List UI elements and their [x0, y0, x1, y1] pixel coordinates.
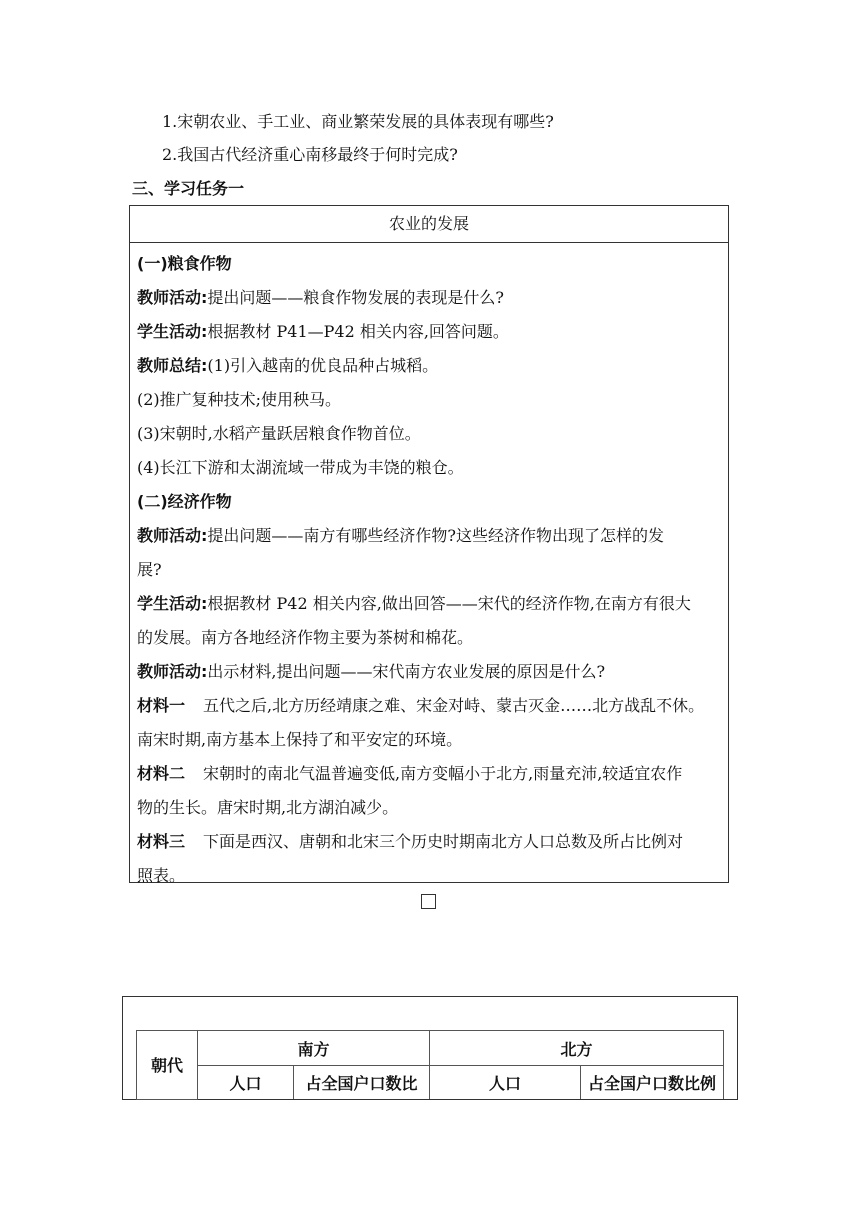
label-student-activity: 学生活动:: [137, 322, 208, 341]
task-table-body: [130, 243, 728, 893]
image-placeholder-box: [421, 894, 436, 909]
label-material-1: 材料一: [137, 696, 186, 715]
teacher-summary: [137, 349, 722, 383]
header-south-ratio: 占全国户口数比: [294, 1066, 430, 1100]
teacher-summary-text: (1)引入越南的优良品种占城稻。: [207, 356, 439, 375]
label-teacher-activity: 教师活动:: [137, 662, 208, 681]
student-activity-1-text: 根据教材 P41—P42 相关内容,回答问题。: [207, 322, 509, 341]
material-1-text: 五代之后,北方历经靖康之难、宋金对峙、蒙古灭金……北方战乱不休。: [203, 696, 705, 715]
summary-point-3: (3)宋朝时,水稻产量跃居粮食作物首位。: [137, 424, 421, 443]
header-south-population: 人口: [198, 1066, 294, 1100]
subheading-grain-crops: (一)粮食作物: [137, 254, 232, 273]
student-activity-2: [137, 587, 722, 621]
summary-point-4: (4)长江下游和太湖流域一带成为丰饶的粮仓。: [137, 458, 464, 477]
material-2-cont: 物的生长。唐宋时期,北方湖泊减少。: [137, 798, 399, 817]
teacher-activity-1-text: 提出问题——粮食作物发展的表现是什么?: [207, 288, 504, 307]
teacher-activity-2-text: 提出问题——南方有哪些经济作物?这些经济作物出现了怎样的发: [207, 526, 664, 545]
student-activity-2-cont: 的发展。南方各地经济作物主要为茶树和棉花。: [137, 628, 474, 647]
teacher-activity-2-cont: 展?: [137, 560, 162, 579]
teacher-activity-1: [137, 281, 722, 315]
teacher-activity-2: [137, 519, 722, 553]
material-1: [137, 689, 722, 723]
population-table: [136, 1030, 724, 1100]
teacher-activity-3-text: 出示材料,提出问题——宋代南方农业发展的原因是什么?: [207, 662, 606, 681]
student-activity-1: [137, 315, 722, 349]
header-north: 北方: [430, 1031, 724, 1066]
summary-point-2: (2)推广复种技术;使用秧马。: [137, 390, 342, 409]
question-2: 2.我国古代经济重心南移最终于何时完成?: [162, 145, 458, 164]
material-2: [137, 757, 722, 791]
label-teacher-activity: 教师活动:: [137, 526, 208, 545]
question-1: 1.宋朝农业、手工业、商业繁荣发展的具体表现有哪些?: [162, 112, 554, 131]
header-south: 南方: [198, 1031, 430, 1066]
learning-task-table: [129, 205, 729, 883]
header-dynasty: 朝代: [137, 1031, 198, 1100]
label-material-3: 材料三: [137, 832, 186, 851]
header-north-population: 人口: [430, 1066, 581, 1100]
label-teacher-summary: 教师总结:: [137, 356, 208, 375]
material-3: [137, 825, 722, 859]
header-north-ratio: 占全国户口数比例: [581, 1066, 724, 1100]
material-3-text: 下面是西汉、唐朝和北宋三个历史时期南北方人口总数及所占比例对: [203, 832, 684, 851]
label-student-activity: 学生活动:: [137, 594, 208, 613]
label-teacher-activity: 教师活动:: [137, 288, 208, 307]
material-3-cont: 照表。: [137, 866, 186, 885]
task-table-header: 农业的发展: [130, 206, 728, 243]
material-2-text: 宋朝时的南北气温普遍变低,南方变幅小于北方,雨量充沛,较适宜农作: [203, 764, 683, 783]
population-table-subheader-row: [137, 1066, 724, 1100]
student-activity-2-text: 根据教材 P42 相关内容,做出回答——宋代的经济作物,在南方有很大: [207, 594, 691, 613]
material-1-cont: 南宋时期,南方基本上保持了和平安定的环境。: [137, 730, 463, 749]
population-table-header-row: [137, 1031, 724, 1066]
teacher-activity-3: [137, 655, 722, 689]
section-heading: 三、学习任务一: [132, 179, 245, 198]
label-material-2: 材料二: [137, 764, 186, 783]
subheading-cash-crops: (二)经济作物: [137, 492, 232, 511]
